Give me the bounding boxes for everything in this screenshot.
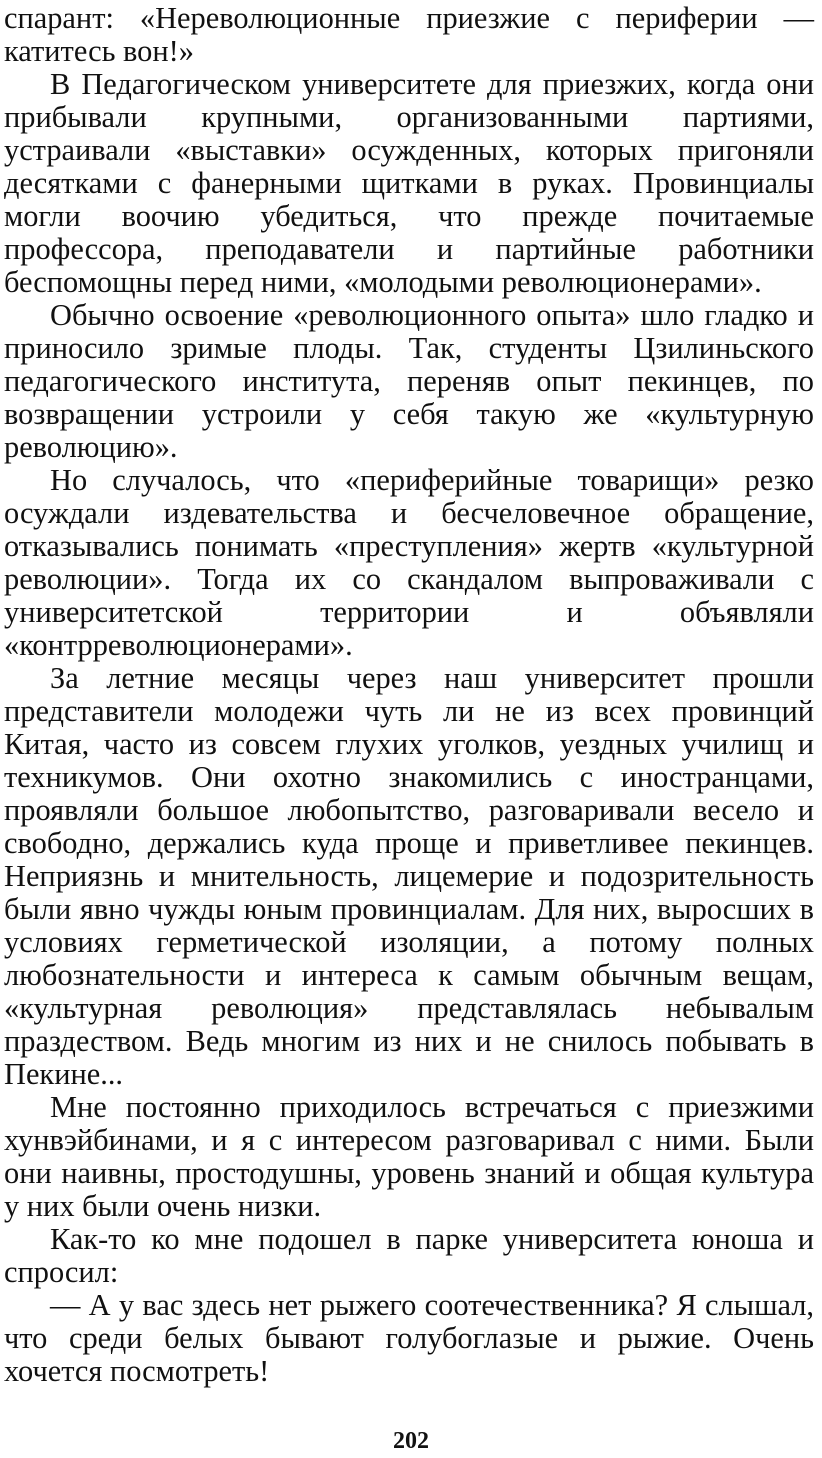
paragraph: Но случалось, что «периферийные товарищи» резко осуждали издевательства и бесчеловечное обращение, отказывались понимать «преступления» жертв «культурной революции». Тогда их со скандалом выпроваживали с университетской территории и объявляли «контрреволюционерами». — [4, 463, 814, 662]
paragraph: За летние месяцы через наш университет прошли представители молодежи чуть ли не из всех провинций Китая, часто из совсем глухих уголков, уездных училищ и техникумов. Они охотно знакомились с иностранцами, проявляли большое любопытство, разговаривали весело и свободно, держались куда проще и приветливее пекинцев. Неприязнь и мнительность, лицемерие и подозрительность были явно чужды юным провинциалам. Для них, выросших в условиях герметической изоляции, а потому полных любознательности и интереса к самым обычным вещам, «культурная революция» представлялась небывалым праздеством. Ведь многим из них и не снилось побывать в Пекине... — [4, 661, 814, 1091]
paragraph: Обычно освоение «революционного опыта» шло гладко и приносило зримые плоды. Так, студенты Цзилиньского педагогического института, переняв опыт пекинцев, по возвращении устроили у себя такую же «культурную революцию». — [4, 298, 814, 464]
paragraph: В Педагогическом университете для приезжих, когда они прибывали крупными, организованными партиями, устраивали «выставки» осужденных, которых пригоняли десятками с фанерными щитками в руках. Провинциалы могли воочию убедиться, что прежде почитаемые профессора, преподаватели и партийные работники беспомощны перед ними, «молодыми революционерами». — [4, 67, 814, 299]
paragraph: Мне постоянно приходилось встречаться с приезжими хунвэйбинами, и я с интересом разговаривал с ними. Были они наивны, простодушны, уровень знаний и общая культура у них были очень низки. — [4, 1090, 814, 1223]
page-number: 202 — [393, 1428, 429, 1454]
paragraph: — А у вас здесь нет рыжего соотечественника? Я слышал, что среди белых бывают голубоглазые и рыжие. Очень хочется посмотреть! — [4, 1288, 814, 1388]
paragraph-continuation: спарант: «Нереволюционные приезжие с периферии — катитесь вон!» — [4, 1, 814, 68]
page-body — [4, 2, 814, 1388]
paragraph: Как-то ко мне подошел в парке университета юноша и спросил: — [4, 1222, 814, 1289]
